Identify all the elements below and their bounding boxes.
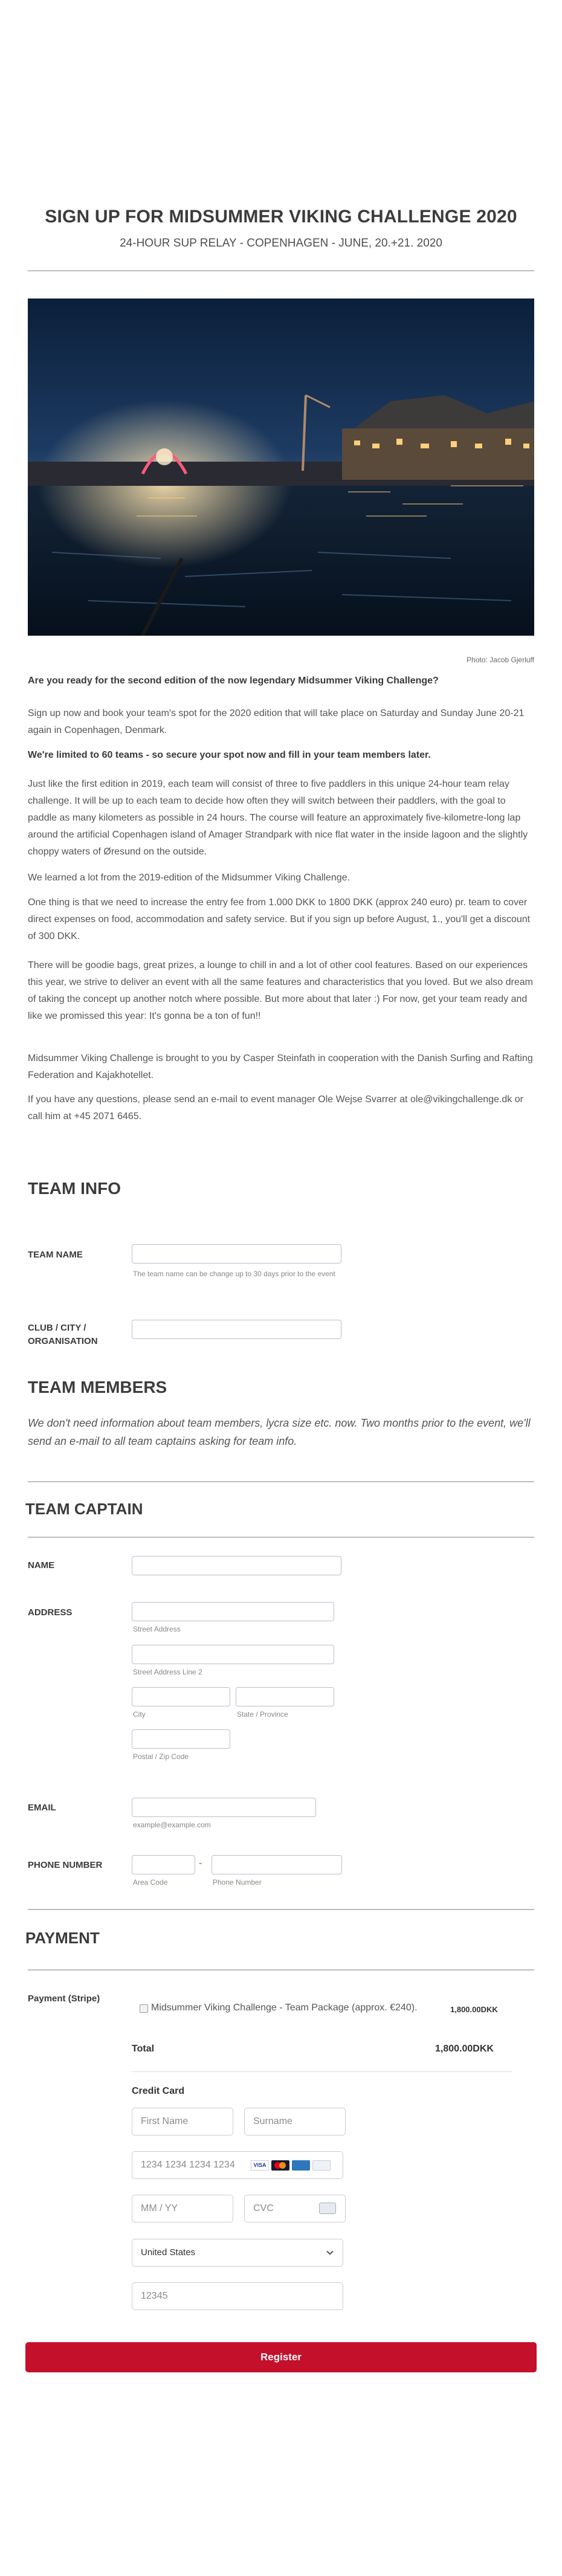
zip-input[interactable]: [132, 1729, 230, 1749]
section-heading-payment: PAYMENT: [25, 1929, 100, 1947]
section-heading-team-members: TEAM MEMBERS: [28, 1378, 167, 1396]
street-address-2-input[interactable]: [132, 1645, 334, 1664]
first-name-input[interactable]: First Name: [132, 2108, 233, 2135]
state-input[interactable]: [236, 1687, 334, 1706]
divider: [28, 1481, 534, 1482]
divider: [28, 1537, 534, 1538]
intro-contact: If you have any questions, please send an e-mail to event manager Ole Wejse Svarrer at ole@vikingchallenge.dk or call him at +45 2071 6465.: [28, 1094, 523, 1122]
team-name-input[interactable]: [132, 1244, 341, 1264]
total-value: 1,800.00DKK: [435, 2044, 494, 2054]
phone-number-input[interactable]: [212, 1855, 342, 1874]
street-address-2-caption: Street Address Line 2: [133, 1668, 202, 1676]
divider: [28, 1969, 534, 1971]
intro-paragraph: We learned a lot from the 2019-edition of the Midsummer Viking Challenge.: [28, 873, 350, 883]
card-number-input[interactable]: [132, 2151, 343, 2179]
state-caption: State / Province: [237, 1710, 288, 1719]
section-heading-team-captain: TEAM CAPTAIN: [25, 1500, 143, 1518]
country-select[interactable]: [132, 2239, 343, 2267]
city-caption: City: [133, 1710, 146, 1719]
address-label: ADDRESS: [28, 1607, 73, 1618]
visa-icon: VISA: [251, 2160, 269, 2171]
intro-paragraph: Just like the first edition in 2019, each team will consist of three to five paddlers in this unique 24-hour team relay challenge. It will be up to each team to decide how often they will switch between their paddlers, with the goal to paddle as many kilometers as possible in 24 hours. The course will feature an approximately five-kilometre-long lap around the artificial Copenhagen island of Amager Strandpark with nice flat water in the inside lagoon and the slightly choppy waters of Øresund on the outside.: [28, 779, 528, 857]
product-checkbox[interactable]: [140, 2004, 148, 2013]
divider: [132, 2071, 512, 2072]
area-code-input[interactable]: [132, 1855, 195, 1874]
total-label: Total: [132, 2044, 155, 2054]
phone-separator: -: [199, 1858, 202, 1868]
divider: [28, 1909, 534, 1910]
cvc-placeholder: CVC: [253, 2203, 274, 2213]
register-button[interactable]: Register: [25, 2342, 537, 2372]
phone-label: PHONE NUMBER: [28, 1860, 103, 1870]
product-name: Midsummer Viking Challenge - Team Package (approx. €240).: [151, 2003, 418, 2013]
intro-paragraph: There will be goodie bags, great prizes, a lounge to chill in and a lot of other cool features. Based on our experiences this year, we strive to deliver an event with all the same features and characteristics that you loved. But we also dream of taking the concept up another notch where possible. But more about that later :) For now, get your team ready and like we promissed this year: It's gonna be a ton of fun!!: [28, 960, 533, 1021]
email-label: EMAIL: [28, 1803, 56, 1813]
cvc-icon: [319, 2203, 336, 2214]
street-address-input[interactable]: [132, 1602, 334, 1621]
payment-label: Payment (Stripe): [28, 1993, 100, 2004]
area-code-caption: Area Code: [133, 1878, 168, 1887]
city-input[interactable]: [132, 1687, 230, 1706]
club-label: CLUB / CITY / ORGANISATION: [28, 1323, 98, 1346]
club-input[interactable]: [132, 1320, 341, 1339]
amex-icon: [292, 2160, 310, 2171]
surname-input[interactable]: Surname: [244, 2108, 346, 2135]
intro-question: Are you ready for the second edition of the now legendary Midsummer Viking Challenge?: [28, 676, 439, 686]
hero-image: [28, 299, 534, 636]
intro-paragraph: One thing is that we need to increase the entry fee from 1.000 DKK to 1800 DKK (approx 240 euro) pr. team to cover direct expenses on food, accommodation and safety service. But if you sign up before August, 1., you'll get a discount of 300 DKK.: [28, 897, 531, 941]
intro-paragraph: Sign up now and book your team's spot for the 2020 edition that will take place on Saturday and Sunday June 20-21 again in Copenhagen, Denmark.: [28, 708, 525, 735]
section-heading-team-info: TEAM INFO: [28, 1179, 121, 1198]
photo-credit: Photo: Jacob Gjerluff: [467, 656, 534, 664]
name-label: NAME: [28, 1560, 55, 1570]
page-subtitle: 24-HOUR SUP RELAY - COPENHAGEN - JUNE, 20.+21. 2020: [120, 237, 442, 250]
phone-number-caption: Phone Number: [213, 1878, 262, 1887]
page-title: SIGN UP FOR MIDSUMMER VIKING CHALLENGE 2020: [45, 207, 517, 227]
card-number-placeholder: 1234 1234 1234 1234: [141, 2160, 235, 2170]
zip-caption: Postal / Zip Code: [133, 1752, 189, 1761]
intro-limit: We're limited to 60 teams - so secure your spot now and fill in your team members later.: [28, 750, 431, 760]
divider: [28, 270, 534, 271]
product-price: 1,800.00DKK: [450, 2005, 498, 2014]
team-name-label: TEAM NAME: [28, 1250, 83, 1260]
card-brand-icon: [312, 2160, 331, 2171]
email-input[interactable]: [132, 1798, 316, 1817]
team-members-note: We don't need information about team members, lycra size etc. now. Two months prior to the event, we'll send an e-mail to all team captains asking for team info.: [28, 1417, 531, 1447]
team-name-hint: The team name can be change up to 30 days prior to the event: [133, 1270, 335, 1278]
country-value: United States: [141, 2247, 196, 2258]
intro-paragraph: Midsummer Viking Challenge is brought to you by Casper Steinfath in cooperation with the Danish Surfing and Rafting Federation and Kajakhotellet.: [28, 1053, 533, 1080]
street-address-caption: Street Address: [133, 1625, 181, 1633]
postal-code-input[interactable]: 12345: [132, 2282, 343, 2310]
credit-card-heading: Credit Card: [132, 2086, 185, 2096]
expiry-input[interactable]: MM / YY: [132, 2195, 233, 2223]
email-caption: example@example.com: [133, 1821, 211, 1829]
captain-name-input[interactable]: [132, 1556, 341, 1575]
mastercard-icon: [271, 2160, 289, 2171]
